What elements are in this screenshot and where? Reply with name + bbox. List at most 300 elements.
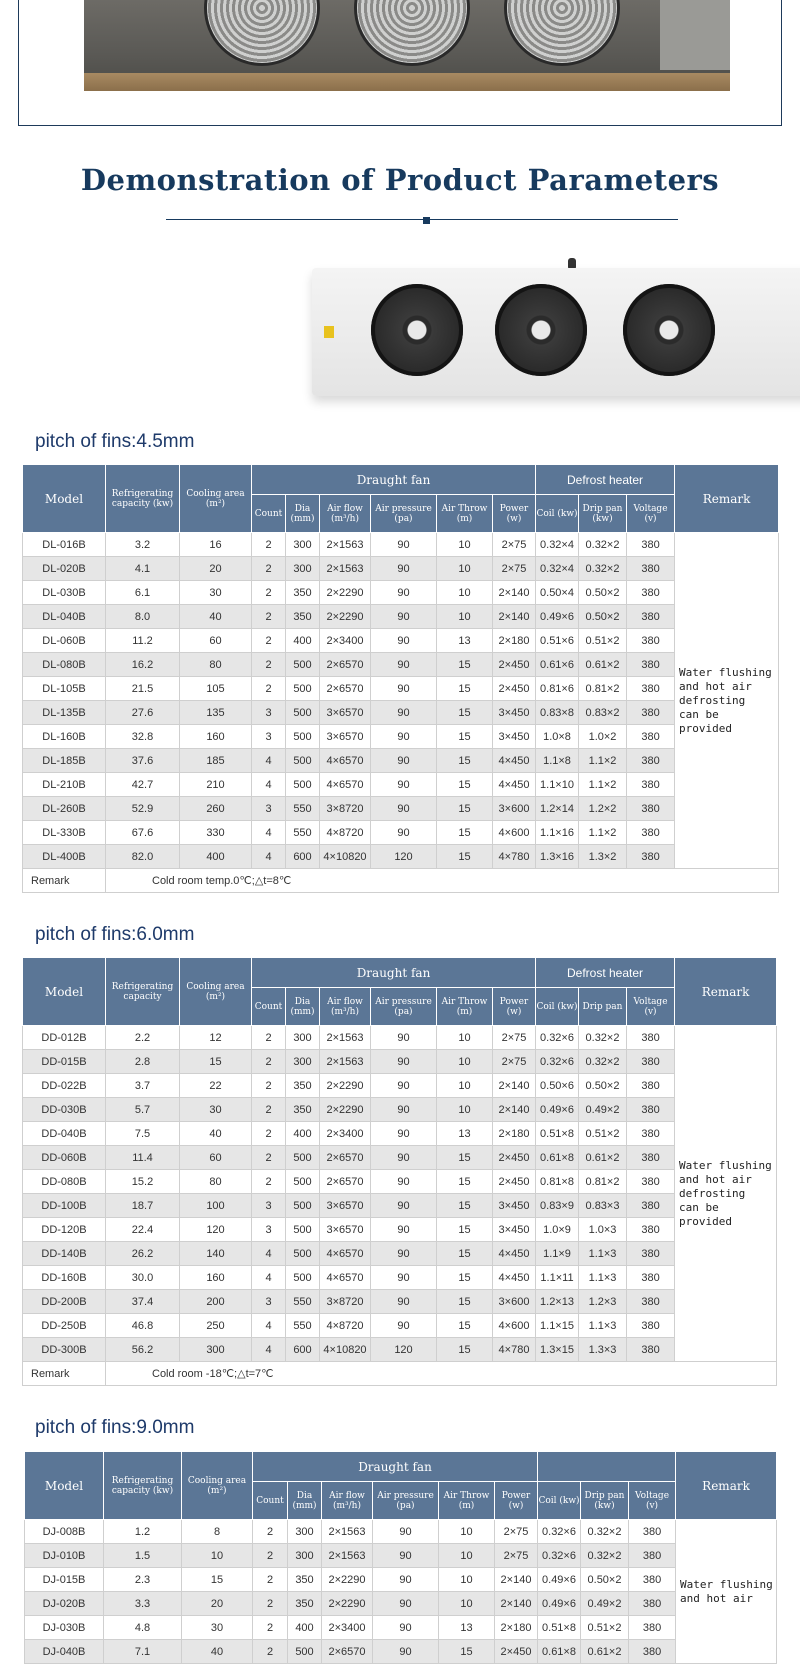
heading-divider [166, 219, 678, 220]
table-row [23, 581, 779, 605]
table-cell: 3.7 [106, 1074, 180, 1098]
pallet-image [84, 73, 730, 91]
table-cell: 8.0 [106, 605, 180, 629]
table-cell: 2×6570 [320, 1170, 371, 1194]
table-row [23, 653, 779, 677]
table-cell: 0.51×6 [536, 629, 579, 653]
table-cell: 1.1×15 [536, 1314, 579, 1338]
table-cell: DD-080B [23, 1170, 106, 1194]
table-cell: 3 [252, 797, 286, 821]
header-heater-group: Defrost heater [536, 465, 675, 495]
table-cell: 1.2×13 [536, 1290, 579, 1314]
table-cell: 2×1563 [320, 1026, 371, 1050]
table-cell: 0.49×6 [536, 1098, 579, 1122]
table-cell: 0.32×4 [536, 557, 579, 581]
table-cell: 30.0 [106, 1266, 180, 1290]
table-cell: 0.50×6 [536, 1074, 579, 1098]
table-cell: 90 [371, 773, 437, 797]
table-cell: 90 [373, 1544, 439, 1568]
table-cell: 135 [180, 701, 252, 725]
table-cell: 21.5 [106, 677, 180, 701]
fan-image [354, 0, 470, 66]
table-cell: 2×140 [493, 581, 536, 605]
header-power: Power (w) [495, 1482, 538, 1520]
table-cell: 500 [286, 773, 320, 797]
table-cell: 300 [286, 557, 320, 581]
table-cell: DD-030B [23, 1098, 106, 1122]
table-cell: 380 [629, 1544, 676, 1568]
table-cell: 2 [253, 1544, 288, 1568]
table-cell: 0.49×2 [579, 1098, 627, 1122]
table-cell: 550 [286, 797, 320, 821]
table-cell: 15 [437, 1314, 493, 1338]
heading-divider-dot [423, 217, 430, 224]
table-cell: 37.4 [106, 1290, 180, 1314]
table-cell: 500 [286, 1242, 320, 1266]
table-cell: 90 [371, 797, 437, 821]
table-row [23, 821, 779, 845]
table-row [25, 1616, 777, 1640]
table-cell: 0.32×6 [536, 1026, 579, 1050]
table-cell: 1.0×9 [536, 1218, 579, 1242]
table-row [23, 797, 779, 821]
table-cell: 80 [180, 653, 252, 677]
table-cell: 210 [180, 773, 252, 797]
header-pressure: Air pressure (pa) [373, 1482, 439, 1520]
table-cell: 3×6570 [320, 1218, 371, 1242]
table-cell: 4 [252, 749, 286, 773]
table-cell: 0.61×2 [581, 1640, 629, 1664]
header-dia: Dia (mm) [286, 988, 320, 1026]
table-cell: 2×450 [493, 653, 536, 677]
table-cell: 1.1×11 [536, 1266, 579, 1290]
table-cell: 1.2×14 [536, 797, 579, 821]
table-cell: 1.0×3 [579, 1218, 627, 1242]
table-cell: 0.32×2 [581, 1544, 629, 1568]
table-cell: 120 [180, 1218, 252, 1242]
table-cell: 3 [252, 725, 286, 749]
table-cell: 27.6 [106, 701, 180, 725]
table-cell: 15 [437, 845, 493, 869]
table-cell: 2 [253, 1592, 288, 1616]
table-cell: 200 [180, 1290, 252, 1314]
table-cell: 4×6570 [320, 1266, 371, 1290]
table-cell: 13 [437, 1122, 493, 1146]
table-cell: 380 [627, 605, 675, 629]
table-cell: 380 [629, 1592, 676, 1616]
table-cell: 2 [252, 1050, 286, 1074]
table-cell: 500 [286, 677, 320, 701]
table-cell: 1.1×9 [536, 1242, 579, 1266]
header-capacity: Refrigerating capacity (kw) [106, 465, 180, 533]
table-cell: DD-300B [23, 1338, 106, 1362]
table-cell: 0.50×4 [536, 581, 579, 605]
header-throw: Air Throw (m) [437, 988, 493, 1026]
table-row [23, 1242, 777, 1266]
table-cell: 2×75 [493, 533, 536, 557]
table-cell: 300 [286, 533, 320, 557]
table-row [23, 773, 779, 797]
table-cell: 2×75 [493, 557, 536, 581]
table-cell: 2×3400 [320, 629, 371, 653]
table-cell: 80 [180, 1170, 252, 1194]
table-cell: 10 [437, 1074, 493, 1098]
table-cell: 4×450 [493, 749, 536, 773]
table-cell: 0.61×8 [536, 1146, 579, 1170]
table-cell: 13 [437, 629, 493, 653]
table-cell: 90 [373, 1520, 439, 1544]
table-cell: 120 [371, 1338, 437, 1362]
table-cell: DJ-030B [25, 1616, 104, 1640]
table-row [25, 1520, 777, 1544]
table-cell: 4×600 [493, 1314, 536, 1338]
fan-icon [623, 284, 715, 376]
header-drip: Drip pan [579, 988, 627, 1026]
table-row [23, 749, 779, 773]
table-cell: 2 [253, 1616, 288, 1640]
table-row [23, 1050, 777, 1074]
table-cell: 380 [627, 845, 675, 869]
table-cell: 1.3×15 [536, 1338, 579, 1362]
table-cell: 15 [437, 701, 493, 725]
table-cell: DJ-008B [25, 1520, 104, 1544]
table-cell: 300 [288, 1544, 322, 1568]
header-area: Cooling area (m²) [182, 1452, 253, 1520]
table-cell: 300 [180, 1338, 252, 1362]
section-heading: Demonstration of Product Parameters [80, 163, 720, 197]
table-cell: 380 [627, 1218, 675, 1242]
table-cell: 2 [252, 1146, 286, 1170]
table-cell: 380 [627, 1026, 675, 1050]
table-row [23, 701, 779, 725]
table-cell: 500 [286, 1146, 320, 1170]
table-cell: 100 [180, 1194, 252, 1218]
table-cell: 90 [371, 1098, 437, 1122]
table-cell: 90 [371, 581, 437, 605]
table-cell: 2×2290 [322, 1568, 373, 1592]
header-fan-group: Draught fan [252, 958, 536, 988]
coil-image [660, 0, 730, 70]
table-cell: 37.6 [106, 749, 180, 773]
header-capacity: Refrigerating capacity (kw) [104, 1452, 182, 1520]
table-cell: 0.61×2 [579, 1146, 627, 1170]
table-cell: 15 [437, 1146, 493, 1170]
table-cell: 0.50×2 [579, 581, 627, 605]
table-cell: 90 [373, 1592, 439, 1616]
table-cell: 2×2290 [320, 1074, 371, 1098]
table-cell: 380 [627, 1314, 675, 1338]
table-cell: 3×450 [493, 1194, 536, 1218]
table-cell: 550 [286, 821, 320, 845]
table-cell: 2 [253, 1640, 288, 1664]
table-cell: 2.8 [106, 1050, 180, 1074]
header-model: Model [25, 1452, 104, 1520]
table-cell: 300 [286, 1050, 320, 1074]
table-cell: 380 [627, 1194, 675, 1218]
table-row [23, 1026, 777, 1050]
table-cell: 4×8720 [320, 821, 371, 845]
table-cell: 1.3×2 [579, 845, 627, 869]
table-cell: 7.5 [106, 1122, 180, 1146]
table-cell: 1.2×2 [579, 797, 627, 821]
table-cell: 3×6570 [320, 701, 371, 725]
table-cell: 15 [437, 677, 493, 701]
table-cell: DD-250B [23, 1314, 106, 1338]
table-cell: 2 [252, 1074, 286, 1098]
table-cell: 140 [180, 1242, 252, 1266]
spec-table-4-5mm [22, 464, 779, 893]
table-cell: 2.2 [106, 1026, 180, 1050]
table-row [23, 605, 779, 629]
table-cell: DD-200B [23, 1290, 106, 1314]
table-cell: 2 [252, 533, 286, 557]
table-cell: 90 [373, 1616, 439, 1640]
fan-icon [495, 284, 587, 376]
table-cell: 82.0 [106, 845, 180, 869]
table-cell: 300 [288, 1520, 322, 1544]
table-cell: 380 [629, 1616, 676, 1640]
table-cell: 4×780 [493, 845, 536, 869]
table-cell: 0.61×8 [538, 1640, 581, 1664]
table-cell: 2.3 [104, 1568, 182, 1592]
table-cell: 13 [439, 1616, 495, 1640]
table-cell: 400 [286, 1122, 320, 1146]
table-cell: 46.8 [106, 1314, 180, 1338]
header-drip: Drip pan (kw) [579, 495, 627, 533]
table-cell: 1.2×3 [579, 1290, 627, 1314]
table-cell: 90 [371, 1026, 437, 1050]
table-cell: 15 [437, 749, 493, 773]
table-cell: 60 [180, 1146, 252, 1170]
table-cell: 10 [437, 1050, 493, 1074]
table-row [25, 1568, 777, 1592]
table-cell: 2×75 [493, 1026, 536, 1050]
table-cell: 2×75 [495, 1544, 538, 1568]
table-cell: DJ-015B [25, 1568, 104, 1592]
table-cell: 16.2 [106, 653, 180, 677]
header-capacity: Refrigerating capacity [106, 958, 180, 1026]
table-cell: 400 [288, 1616, 322, 1640]
header-pressure: Air pressure (pa) [371, 988, 437, 1026]
table-cell: 2×180 [493, 629, 536, 653]
table-cell: 380 [627, 1074, 675, 1098]
fan-icon [371, 284, 463, 376]
table-cell: 22 [180, 1074, 252, 1098]
header-area: Cooling area (m²) [180, 465, 252, 533]
table-cell: 380 [627, 1050, 675, 1074]
table-cell: 3×8720 [320, 1290, 371, 1314]
pitch-label: pitch of fins:9.0mm [35, 1417, 195, 1438]
table-cell: 500 [288, 1640, 322, 1664]
product-photo-top [84, 0, 730, 91]
table-cell: 90 [371, 605, 437, 629]
table-cell: 15 [182, 1568, 253, 1592]
table-cell: 380 [627, 797, 675, 821]
table-cell: 500 [286, 653, 320, 677]
table-cell: 56.2 [106, 1338, 180, 1362]
table-row [23, 629, 779, 653]
table-cell: 67.6 [106, 821, 180, 845]
table-row [23, 677, 779, 701]
table-cell: 600 [286, 845, 320, 869]
table-cell: 1.5 [104, 1544, 182, 1568]
table-cell: 2×75 [495, 1520, 538, 1544]
table-cell: 90 [371, 1074, 437, 1098]
table-cell: 4 [252, 1242, 286, 1266]
table-cell: DJ-040B [25, 1640, 104, 1664]
table-cell: 4×10820 [320, 845, 371, 869]
table-cell: 1.1×8 [536, 749, 579, 773]
table-cell: 4×6570 [320, 1242, 371, 1266]
header-fan-group: Draught fan [253, 1452, 538, 1482]
table-cell: 4×780 [493, 1338, 536, 1362]
spec-table-6-0mm [22, 957, 777, 1386]
table-row [23, 1098, 777, 1122]
table-cell: 5.7 [106, 1098, 180, 1122]
header-throw: Air Throw (m) [437, 495, 493, 533]
table-cell: DL-105B [23, 677, 106, 701]
table-cell: 2×1563 [322, 1520, 373, 1544]
table-cell: 0.49×2 [581, 1592, 629, 1616]
table-cell: 2 [252, 629, 286, 653]
table-row [23, 557, 779, 581]
table-cell: 4 [252, 821, 286, 845]
table-cell: 2 [252, 1170, 286, 1194]
table-cell: 2×2290 [320, 581, 371, 605]
table-cell: 15 [180, 1050, 252, 1074]
table-cell: 380 [627, 1146, 675, 1170]
table-cell: 0.51×8 [538, 1616, 581, 1640]
table-cell: 350 [286, 581, 320, 605]
fan-image [504, 0, 620, 66]
table-cell: 0.49×6 [538, 1592, 581, 1616]
table-cell: 2×2290 [320, 1098, 371, 1122]
table-cell: 0.49×6 [536, 605, 579, 629]
table-cell: DD-015B [23, 1050, 106, 1074]
table-cell: 15 [437, 653, 493, 677]
table-cell: 350 [286, 1074, 320, 1098]
table-cell: 260 [180, 797, 252, 821]
table-cell: DD-040B [23, 1122, 106, 1146]
header-airflow: Air flow (m³/h) [320, 495, 371, 533]
table-cell: 10 [437, 581, 493, 605]
table-row [23, 1338, 777, 1362]
table-cell: 0.51×2 [579, 629, 627, 653]
table-cell: 2×6570 [320, 677, 371, 701]
table-cell: DL-260B [23, 797, 106, 821]
table-cell: DD-100B [23, 1194, 106, 1218]
table-cell: 0.49×6 [538, 1568, 581, 1592]
table-cell: 1.3×16 [536, 845, 579, 869]
table-cell: 12 [180, 1026, 252, 1050]
table-cell: 0.50×2 [579, 605, 627, 629]
table-cell: 380 [629, 1568, 676, 1592]
table-cell: 90 [371, 1266, 437, 1290]
table-cell: 26.2 [106, 1242, 180, 1266]
table-cell: 2 [253, 1568, 288, 1592]
table-cell: 2 [252, 653, 286, 677]
table-cell: 300 [286, 1026, 320, 1050]
table-cell: DL-040B [23, 605, 106, 629]
table-cell: DD-022B [23, 1074, 106, 1098]
table-cell: 380 [627, 1242, 675, 1266]
table-cell: 3×8720 [320, 797, 371, 821]
table-cell: 90 [371, 749, 437, 773]
table-cell: 0.81×6 [536, 677, 579, 701]
table-cell: 15 [437, 821, 493, 845]
table-cell: 160 [180, 725, 252, 749]
table-cell: 2×3400 [320, 1122, 371, 1146]
table-cell: 2 [252, 557, 286, 581]
table-cell: 380 [627, 629, 675, 653]
table-cell: 30 [180, 1098, 252, 1122]
table-cell: DD-120B [23, 1218, 106, 1242]
table-cell: 500 [286, 1266, 320, 1290]
table-cell: DL-330B [23, 821, 106, 845]
table-cell: 4.8 [104, 1616, 182, 1640]
table-row [23, 1266, 777, 1290]
table-row [25, 1640, 777, 1664]
header-count: Count [252, 988, 286, 1026]
table-cell: 2×6570 [320, 653, 371, 677]
table-cell: 0.51×8 [536, 1122, 579, 1146]
table-cell: 380 [627, 1338, 675, 1362]
table-cell: 2×2290 [322, 1592, 373, 1616]
table-cell: DL-160B [23, 725, 106, 749]
table-cell: 10 [439, 1544, 495, 1568]
table-cell: DD-140B [23, 1242, 106, 1266]
table-cell: 15 [437, 1242, 493, 1266]
table-cell: 3 [252, 1290, 286, 1314]
table-cell: 15 [437, 1218, 493, 1242]
table-cell: 3×600 [493, 1290, 536, 1314]
table-cell: 2 [252, 1122, 286, 1146]
table-cell: 0.32×2 [579, 1026, 627, 1050]
table-cell: 32.8 [106, 725, 180, 749]
table-cell: 500 [286, 1170, 320, 1194]
table-cell: DL-060B [23, 629, 106, 653]
table-cell: 8 [182, 1520, 253, 1544]
table-cell: 40 [180, 605, 252, 629]
table-cell: 4×450 [493, 773, 536, 797]
table-cell: 1.1×3 [579, 1266, 627, 1290]
table-cell: 2×450 [495, 1640, 538, 1664]
table-cell: 500 [286, 701, 320, 725]
table-cell: 380 [627, 677, 675, 701]
table-cell: DL-020B [23, 557, 106, 581]
table-cell: 90 [371, 1242, 437, 1266]
table-cell: 2×140 [495, 1568, 538, 1592]
header-drip: Drip pan (kw) [581, 1482, 629, 1520]
remark-cell: Water flushing and hot air [676, 1520, 777, 1664]
table-cell: 500 [286, 1218, 320, 1242]
header-count: Count [252, 495, 286, 533]
table-cell: 0.32×2 [579, 1050, 627, 1074]
table-cell: DL-016B [23, 533, 106, 557]
table-cell: 380 [629, 1520, 676, 1544]
table-cell: 2×140 [493, 1098, 536, 1122]
table-cell: 10 [437, 533, 493, 557]
table-cell: 15 [437, 773, 493, 797]
table-cell: 20 [180, 557, 252, 581]
table-cell: 15 [437, 1338, 493, 1362]
table-cell: 0.81×2 [579, 1170, 627, 1194]
table-cell: 90 [373, 1568, 439, 1592]
table-cell: 10 [437, 1098, 493, 1122]
table-cell: 2×3400 [322, 1616, 373, 1640]
table-cell: 40 [180, 1122, 252, 1146]
table-cell: 6.1 [106, 581, 180, 605]
